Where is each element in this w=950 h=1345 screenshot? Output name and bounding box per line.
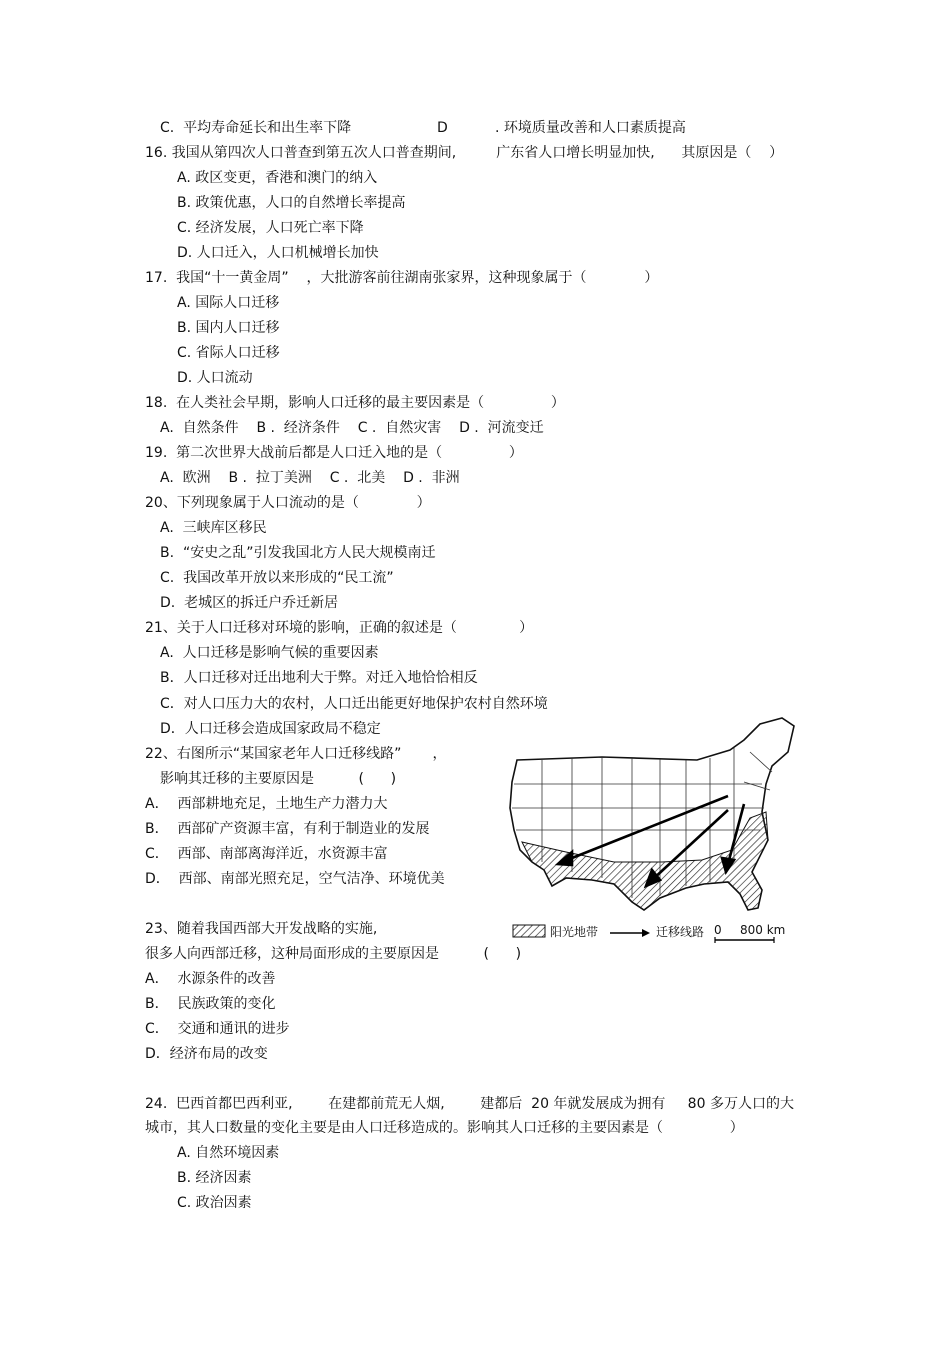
q21-option-a: A. 人口迁移是影响气候的重要因素: [160, 645, 379, 661]
q17-option-b: B. 国内人口迁移: [177, 320, 280, 336]
q22-stem: 22、右图所示“某国家老年人口迁移线路” ，: [145, 746, 447, 762]
q19-stem: 19. 第二次世界大战前后都是人口迁入地的是（ ）: [145, 445, 523, 461]
migration-route-legend-arrow: [608, 928, 652, 938]
q24-stem: 24. 巴西首都巴西利亚, 在建都前荒无人烟, 建都后 20 年就发展成为拥有 80 多万人口的大: [145, 1096, 794, 1112]
q22-stem-2: 影响其迁移的主要原因是 ( ): [160, 771, 397, 787]
q21-option-b: B．人口迁移对迁出地利大于弊。对迁入地恰恰相反: [160, 670, 478, 686]
q17-option-c: C. 省际人口迁移: [177, 345, 280, 361]
scale-zero-label: 0: [714, 923, 722, 937]
q17-option-d: D. 人口流动: [177, 370, 253, 386]
q15-option-c: C. 平均寿命延长和出生率下降: [160, 120, 352, 136]
q23-option-d: D．经济布局的改变: [145, 1046, 268, 1062]
q21-option-c: C．对人口压力大的农村，人口迁出能更好地保护农村自然环境: [160, 696, 548, 712]
q16-option-d: D. 人口迁入，人口机械增长加快: [177, 245, 379, 261]
q23-option-c: C． 交通和通讯的进步: [145, 1021, 290, 1037]
q17-option-a: A. 国际人口迁移: [177, 295, 280, 311]
scale-distance-label: 800 km: [740, 923, 786, 937]
q22-option-a: A． 西部耕地充足，土地生产力潜力大: [145, 796, 388, 812]
q22-option-d: D． 西部、南部光照充足，空气洁净、环境优美: [145, 871, 445, 887]
migration-map-figure: [482, 712, 804, 950]
q16-option-c: C. 经济发展，人口死亡率下降: [177, 220, 364, 236]
q24-option-b: B. 经济因素: [177, 1170, 252, 1186]
q24-option-a: A. 自然环境因素: [177, 1145, 280, 1161]
q19-options: A. 欧洲 B . 拉丁美洲 C . 北美 D . 非洲: [160, 470, 460, 486]
q23-option-b: B． 民族政策的变化: [145, 996, 276, 1012]
scale-bar: [714, 937, 776, 943]
q22-option-b: B． 西部矿产资源丰富，有利于制造业的发展: [145, 821, 430, 837]
q16-option-b: B. 政策优惠，人口的自然增长率提高: [177, 195, 406, 211]
q24-stem-2: 城市，其人口数量的变化主要是由人口迁移造成的。影响其人口迁移的主要因素是（ ）: [145, 1120, 744, 1136]
legend-sun-belt-label: 阳光地带: [550, 925, 599, 939]
q21-stem: 21、关于人口迁移对环境的影响，正确的叙述是（ ）: [145, 620, 534, 636]
q20-option-a: A. 三峡库区移民: [160, 520, 267, 536]
q23-stem: 23、随着我国西部大开发战略的实施,: [145, 921, 378, 937]
q18-options: A. 自然条件 B . 经济条件 C . 自然灾害 D . 河流变迁: [160, 420, 544, 436]
q16-option-a: A. 政区变更，香港和澳门的纳入: [177, 170, 378, 186]
q23-option-a: A． 水源条件的改善: [145, 971, 276, 987]
q17-stem: 17. 我国“十一黄金周” ，大批游客前往湖南张家界，这种现象属于（ ）: [145, 270, 659, 286]
q21-option-d: D．人口迁移会造成国家政局不稳定: [160, 721, 381, 737]
q15-option-d-letter: D: [437, 120, 448, 136]
q20-stem: 20、下列现象属于人口流动的是（ ）: [145, 495, 431, 511]
legend-route-label: 迁移线路: [656, 925, 705, 939]
q20-option-d: D. 老城区的拆迁户乔迁新居: [160, 595, 339, 611]
q20-option-b: B. “安史之乱”引发我国北方人民大规模南迁: [160, 545, 436, 561]
q20-option-c: C. 我国改革开放以来形成的“民工流”: [160, 570, 394, 586]
q23-stem-2: 很多人向西部迁移，这种局面形成的主要原因是 ( ): [145, 946, 522, 962]
q15-option-d-text: . 环境质量改善和人口素质提高: [495, 120, 686, 136]
us-map-drawing: [482, 712, 804, 950]
q22-option-c: C． 西部、南部离海洋近，水资源丰富: [145, 846, 388, 862]
q18-stem: 18. 在人类社会早期，影响人口迁移的最主要因素是（ ）: [145, 395, 565, 411]
q24-option-c: C. 政治因素: [177, 1195, 252, 1211]
sun-belt-legend-swatch: [512, 924, 546, 938]
q16-stem: 16. 我国从第四次人口普查到第五次人口普查期间, 广东省人口增长明显加快, 其原因是（ ）: [145, 145, 784, 161]
